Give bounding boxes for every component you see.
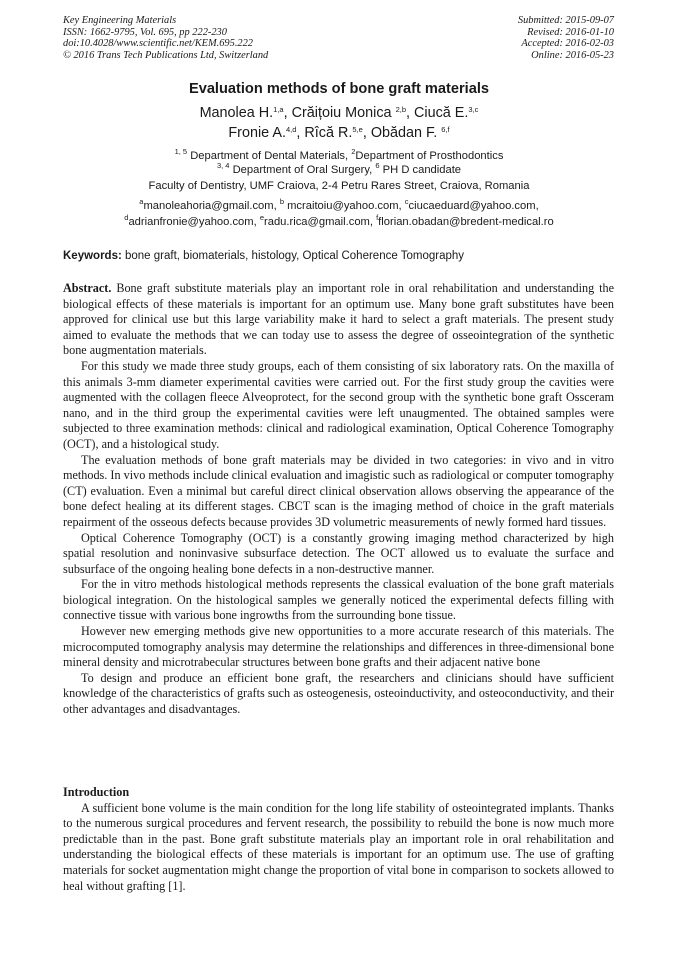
keywords-label: Keywords:: [63, 250, 122, 262]
abstract-paragraph: [63, 281, 614, 359]
abstract-paragraph: To design and produce an efficient bone graft, the researchers and clinicians should have sufficient knowledge of the characteristics of grafts such as osteogenesis, osteoinductivity, and osteoconductivity, and their other advantages and disadvantages.: [63, 670, 614, 717]
author-name: Manolea H.: [199, 105, 274, 121]
copyright-line: © 2016 Trans Tech Publications Ltd, Switzerland: [63, 49, 269, 61]
email-address: manoleahoria@gmail.com,: [143, 200, 280, 212]
email-marker: f: [376, 213, 379, 222]
affil-marker: 2: [351, 147, 356, 156]
affil-marker: 1, 5: [174, 147, 188, 156]
email-address: radu.rica@gmail.com,: [264, 216, 377, 228]
paper-title: Evaluation methods of bone graft materials: [188, 81, 490, 97]
email-marker: c: [404, 197, 409, 206]
abstract-paragraph: For the in vitro methods histological methods represents the classical evaluation of the bone graft materials biological integration. On the histological samples we generally noticed the experimental defects filling with connective tissue with various bone ingrowths from the surrounding bone tissue.: [63, 577, 614, 623]
keywords: [63, 250, 623, 262]
email-marker: b: [279, 197, 284, 206]
online-date: Online: 2016-05-23: [531, 49, 614, 61]
author-name: , Obădan F.: [362, 125, 442, 141]
abstract-text: Bone graft substitute materials play an important role in oral rehabilitation and understanding the biological effects of these materials is important for an optimum use. Many bone graft substitutes have been approved for clinical use but this large variability make it hard to select a graft materials. The present study aimed to evaluate the methods that we can today use to assess the degree of osseointegration of the synthetic bone augmentation materials.: [63, 281, 614, 358]
keywords-text: bone graft, biomaterials, histology, Optical Coherence Tomography: [121, 250, 465, 262]
author-line-1: [0, 104, 678, 124]
author-name: Fronie A.: [228, 125, 286, 141]
email-marker: a: [139, 197, 144, 206]
affil-text: Department of Oral Surgery,: [229, 164, 376, 176]
accepted-date: Accepted: 2016-02-03: [521, 38, 614, 50]
email-marker: e: [259, 213, 264, 222]
submission-dates: [518, 15, 614, 61]
journal-info: [63, 15, 268, 61]
doi-line: doi:10.4028/www.scientific.net/KEM.695.222: [63, 38, 253, 50]
email-address: adrianfronie@yahoo.com,: [128, 216, 260, 228]
abstract-paragraph: The evaluation methods of bone graft materials may be divided in two categories: in vivo and in vitro methods. In vivo methods include clinical evaluation and imagistic such as radiological or computer tomography (CT) evaluation. Even a minimal but careful direct clinical observation allows observing the appearance of the bone defect healing at its different stages. CBCT scan is the imaging method of choice in the graft materials repairment of the osseous defects because provides 3D volumetric measurements of newly formed hard tissues.: [63, 452, 614, 529]
journal-name: Key Engineering Materials: [63, 15, 177, 26]
email-marker: d: [124, 213, 129, 222]
submitted-date: Submitted: 2015-09-07: [517, 15, 614, 26]
email-address: mcraitoiu@yahoo.com,: [283, 200, 405, 212]
introduction-section: [63, 785, 614, 894]
author-name: , Rîcă R.: [296, 125, 353, 141]
issn-line: ISSN: 1662-9795, Vol. 695, pp 222-230: [63, 26, 227, 38]
author-affil-marker: 6,f: [441, 125, 450, 134]
abstract-paragraph: However new emerging methods give new opportunities to a more accurate research of this materials. The microcomputed tomography analysis may determine the relationships and differences in three-dimensional bone mineral density and microtrabecular structures between bone grafts and their adjacent native bone: [63, 624, 614, 670]
author-affil-marker: 5,e: [352, 125, 363, 134]
abstract-label: Abstract.: [63, 281, 112, 295]
affiliation-line-2: [0, 163, 678, 179]
email-address: ciucaeduard@yahoo.com,: [408, 200, 539, 212]
affiliation-line-3: Faculty of Dentistry, UMF Craiova, 2-4 Petru Rares Street, Craiova, Romania: [148, 180, 530, 192]
author-affil-marker: 1,a: [273, 105, 284, 114]
email-line-2: [0, 215, 678, 231]
email-line-1: [0, 199, 678, 215]
affil-text: Department of Dental Materials,: [187, 150, 352, 162]
author-name: , Ciucă E.: [406, 105, 469, 121]
affil-text: Department of Prosthodontics: [355, 150, 504, 162]
author-affil-marker: 3,c: [468, 105, 479, 114]
author-affil-marker: 4,d: [285, 125, 297, 134]
author-name: , Crăițoiu Monica: [283, 105, 396, 121]
affil-text: PH D candidate: [379, 164, 462, 176]
email-address: florian.obadan@bredent-medical.ro: [378, 216, 554, 228]
affil-marker: 3, 4: [216, 161, 230, 170]
revised-date: Revised: 2016-01-10: [527, 26, 614, 38]
intro-paragraph: A sufficient bone volume is the main condition for the long life stability of osteointegrated implants. Thanks to the numerous surgical procedures and fervent research, the possibility to rebuild the bone is now much more predictable than in the past. Bone graft substitute materials play an important role in oral rehabilitation and understanding the biological effects of these materials is important for an optimum use. The use of grafting materials for socket augmentation might change the proportion of vital bone in comparison to sockets allowed to heal without grafting [1].: [63, 800, 614, 893]
author-line-2: [0, 124, 678, 144]
abstract-paragraph: Optical Coherence Tomography (OCT) is a constantly growing imaging method characterized by high spatial resolution and noninvasive subsurface detection. The OCT allowed us to evaluate the surface and subsurface of the ongoing healing bone defects in a non-destructive manner.: [63, 530, 614, 576]
abstract-paragraph: For this study we made three study groups, each of them consisting of six laboratory rats. On the maxilla of this animals 3-mm diameter experimental cavities were carried out. For the first study group the cavities were augmented with the collagen fleece Alveoprotect, for the second group with the synthetic bone graft Ossceram nano, and in the third group the experimental cavities were left unaugmented. The obtained samples were subjected to three examination methods: clinical and radiological examination, Optical Coherence Tomography (OCT), and a histological study.: [63, 358, 614, 451]
section-heading: Introduction: [63, 785, 130, 799]
affil-marker: 6: [375, 161, 380, 170]
abstract-section: [63, 281, 614, 718]
author-affil-marker: 2,b: [395, 105, 407, 114]
